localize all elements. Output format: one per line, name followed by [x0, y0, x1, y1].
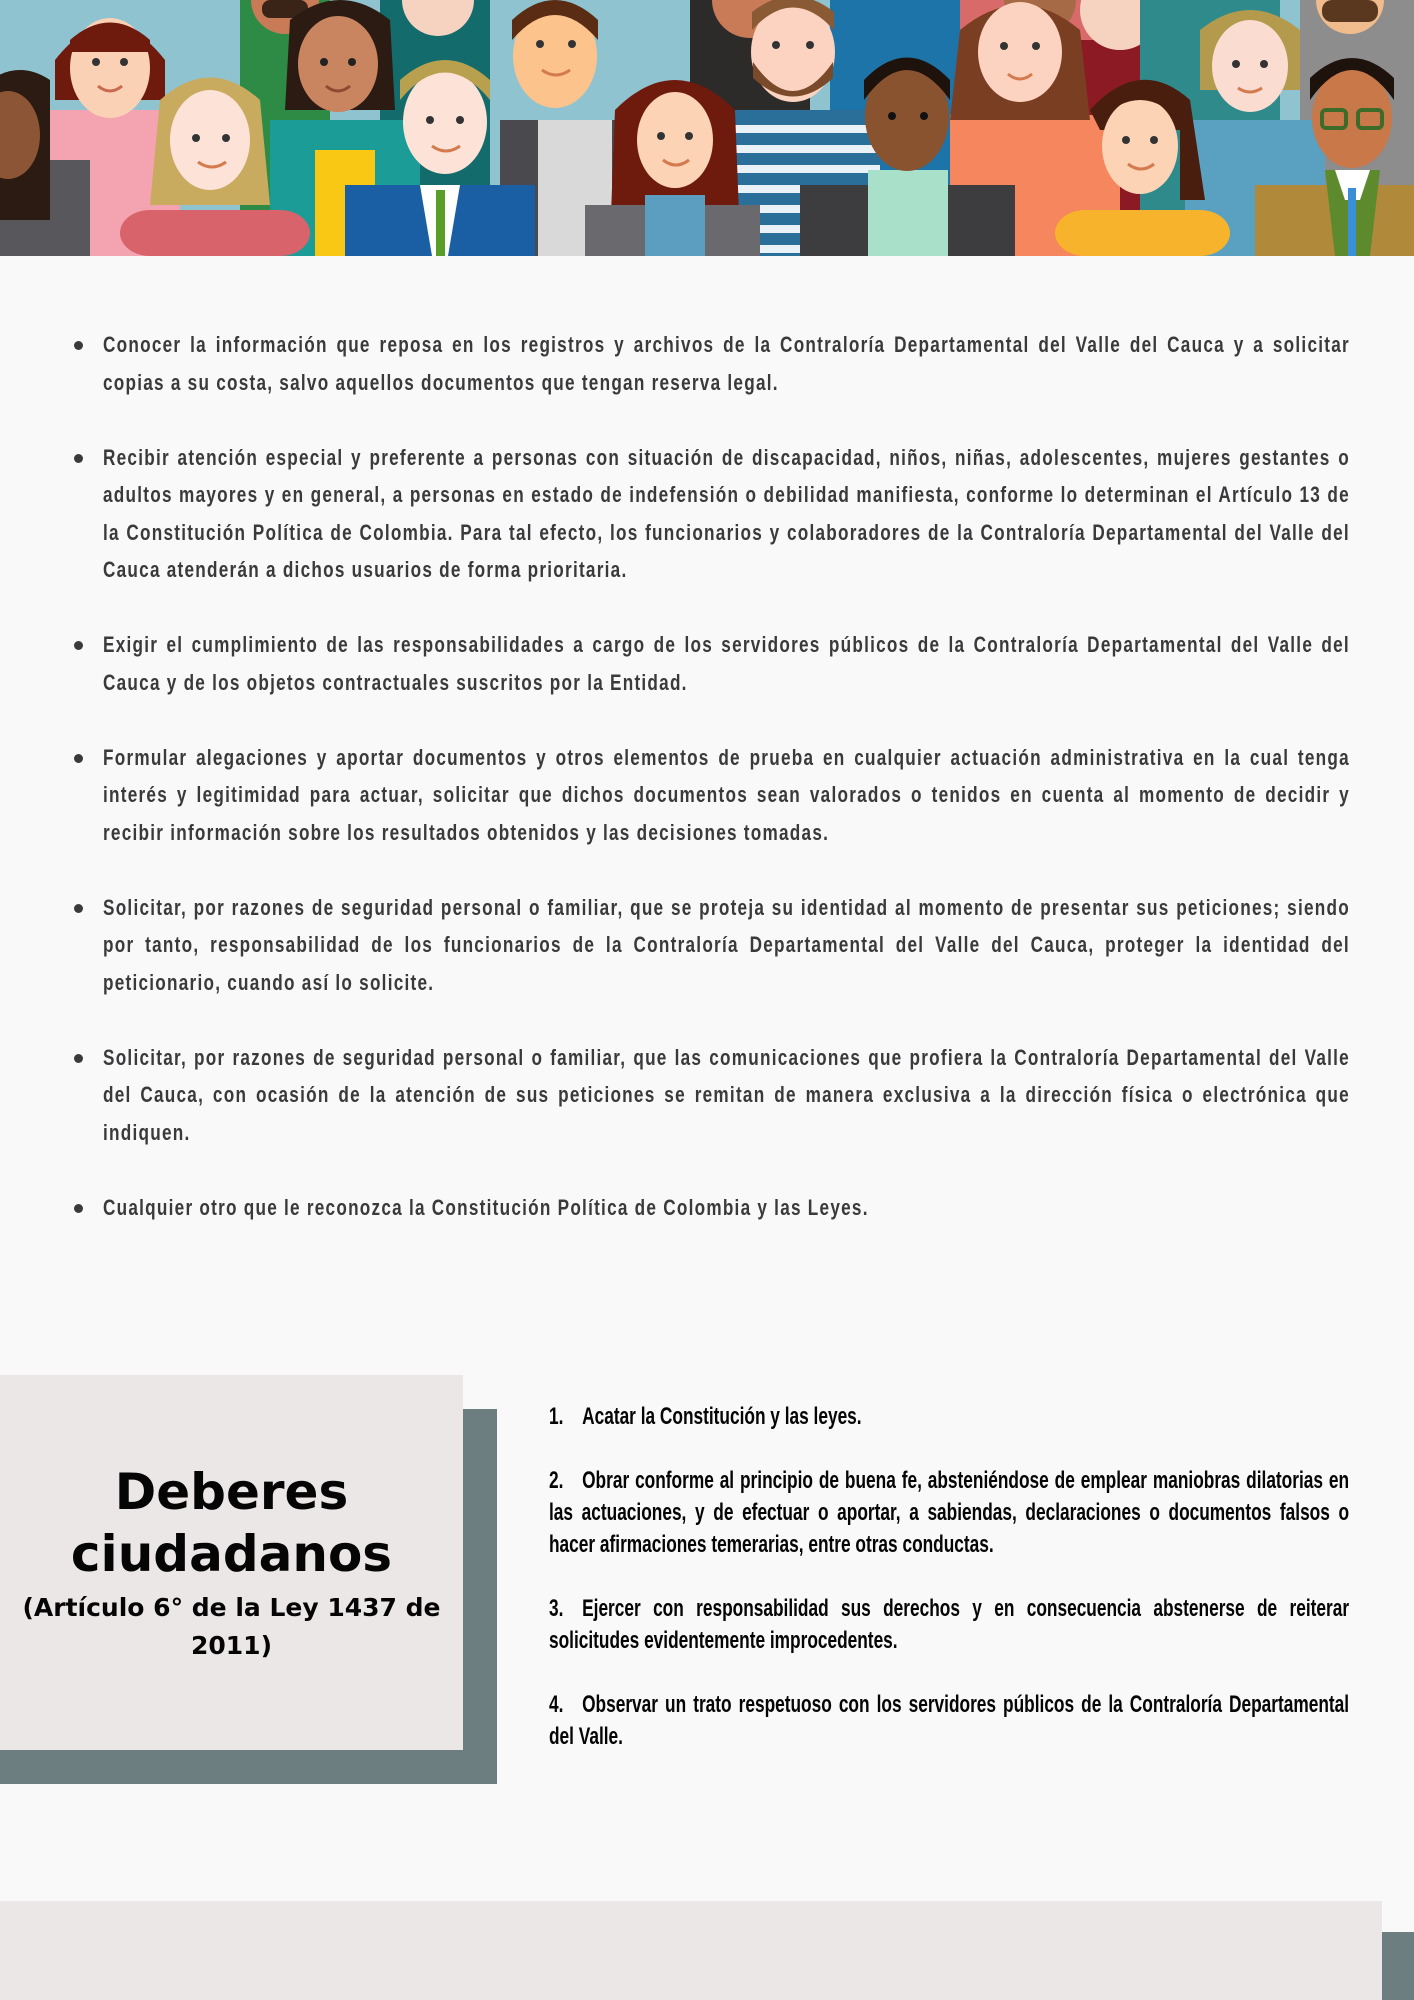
duty-text: Acatar la Constitución y las leyes.	[582, 1403, 862, 1430]
duties-subtitle: (Artículo 6° de la Ley 1437 de 2011)	[22, 1592, 441, 1660]
right-text: Solicitar, por razones de seguridad personal o familiar, que las comunicaciones que profiera la Contraloría Departamental del Valle del Cauca, con ocasión de la atención de sus peticiones se remitan de manera exclusiva a la dirección física o electrónica que indiquen.	[103, 1044, 1350, 1145]
footer-accent	[1382, 1932, 1414, 2000]
right-text: Solicitar, por razones de seguridad personal o familiar, que se proteja su identidad al momento de presentar sus peticiones; siendo por tanto, responsabilidad de los funcionarios de la Contraloría Departamental del Valle del Cauca, proteger la identidad del peticionario, cuando así lo solicite.	[103, 894, 1350, 995]
citizen-rights-list	[72, 326, 1350, 1264]
duties-title-line1: Deberes	[114, 1462, 349, 1521]
duty-text: Observar un trato respetuoso con los servidores públicos de la Contraloría Departamental del Valle.	[549, 1691, 1350, 1750]
list-item	[549, 1593, 1349, 1657]
bullet-icon	[74, 1054, 83, 1063]
duties-title-line2: ciudadanos	[70, 1524, 393, 1583]
list-item	[72, 889, 1350, 1002]
duty-number: 1.	[549, 1403, 564, 1430]
bullet-icon	[74, 754, 83, 763]
citizen-duties-list	[549, 1401, 1349, 1785]
duty-number: 4.	[549, 1691, 564, 1718]
list-item	[549, 1401, 1349, 1433]
bullet-icon	[74, 1204, 83, 1213]
bullet-icon	[74, 454, 83, 463]
list-item	[72, 626, 1350, 701]
hero-banner	[0, 0, 1414, 256]
list-item	[549, 1465, 1349, 1561]
right-text: Recibir atención especial y preferente a personas con situación de discapacidad, niños, niñas, adolescentes, mujeres gestantes o adultos mayores y en general, a personas en estado de indefensión o debilidad manifiesta, conforme lo determinan el Artículo 13 de la Constitución Política de Colombia. Para tal efecto, los funcionarios y colaboradores de la Contraloría Departamental del Valle del Cauca atenderán a dichos usuarios de forma prioritaria.	[103, 444, 1350, 582]
crowd-illustration-icon	[0, 0, 1414, 256]
list-item	[72, 1189, 1350, 1227]
list-item	[72, 1039, 1350, 1152]
list-item	[549, 1689, 1349, 1753]
duties-title	[71, 1461, 392, 1585]
list-item	[72, 739, 1350, 852]
duty-text: Obrar conforme al principio de buena fe, absteniéndose de emplear maniobras dilatorias en las actuaciones, y de efectuar o aportar, a sabiendas, declaraciones o documentos falsos o hacer afirmaciones temerarias, entre otras conductas.	[549, 1467, 1350, 1558]
bullet-icon	[74, 341, 83, 350]
duty-number: 3.	[549, 1595, 564, 1622]
right-text: Conocer la información que reposa en los registros y archivos de la Contraloría Departamental del Valle del Cauca y a solicitar copias a su costa, salvo aquellos documentos que tengan reserva legal.	[103, 332, 1350, 395]
bullet-icon	[74, 904, 83, 913]
right-text: Cualquier otro que le reconozca la Constitución Política de Colombia y las Leyes.	[103, 1194, 869, 1220]
right-text: Exigir el cumplimiento de las responsabilidades a cargo de los servidores públicos de la Contraloría Departamental del Valle del Cauca y de los objetos contractuales suscritos por la Entidad.	[103, 632, 1350, 695]
list-item	[72, 326, 1350, 401]
list-item	[72, 439, 1350, 589]
duty-text: Ejercer con responsabilidad sus derechos y en consecuencia abstenerse de reiterar solicitudes evidentemente improcedentes.	[549, 1595, 1350, 1654]
footer-band	[0, 1901, 1382, 2000]
duties-heading-card	[0, 1375, 463, 1750]
right-text: Formular alegaciones y aportar documentos y otros elementos de prueba en cualquier actuación administrativa en la cual tenga interés y legitimidad para actuar, solicitar que dichos documentos sean valorados o tenidos en cuenta al momento de decidir y recibir información sobre los resultados obtenidos y las decisiones tomadas.	[103, 744, 1350, 845]
bullet-icon	[74, 641, 83, 650]
duty-number: 2.	[549, 1467, 564, 1494]
